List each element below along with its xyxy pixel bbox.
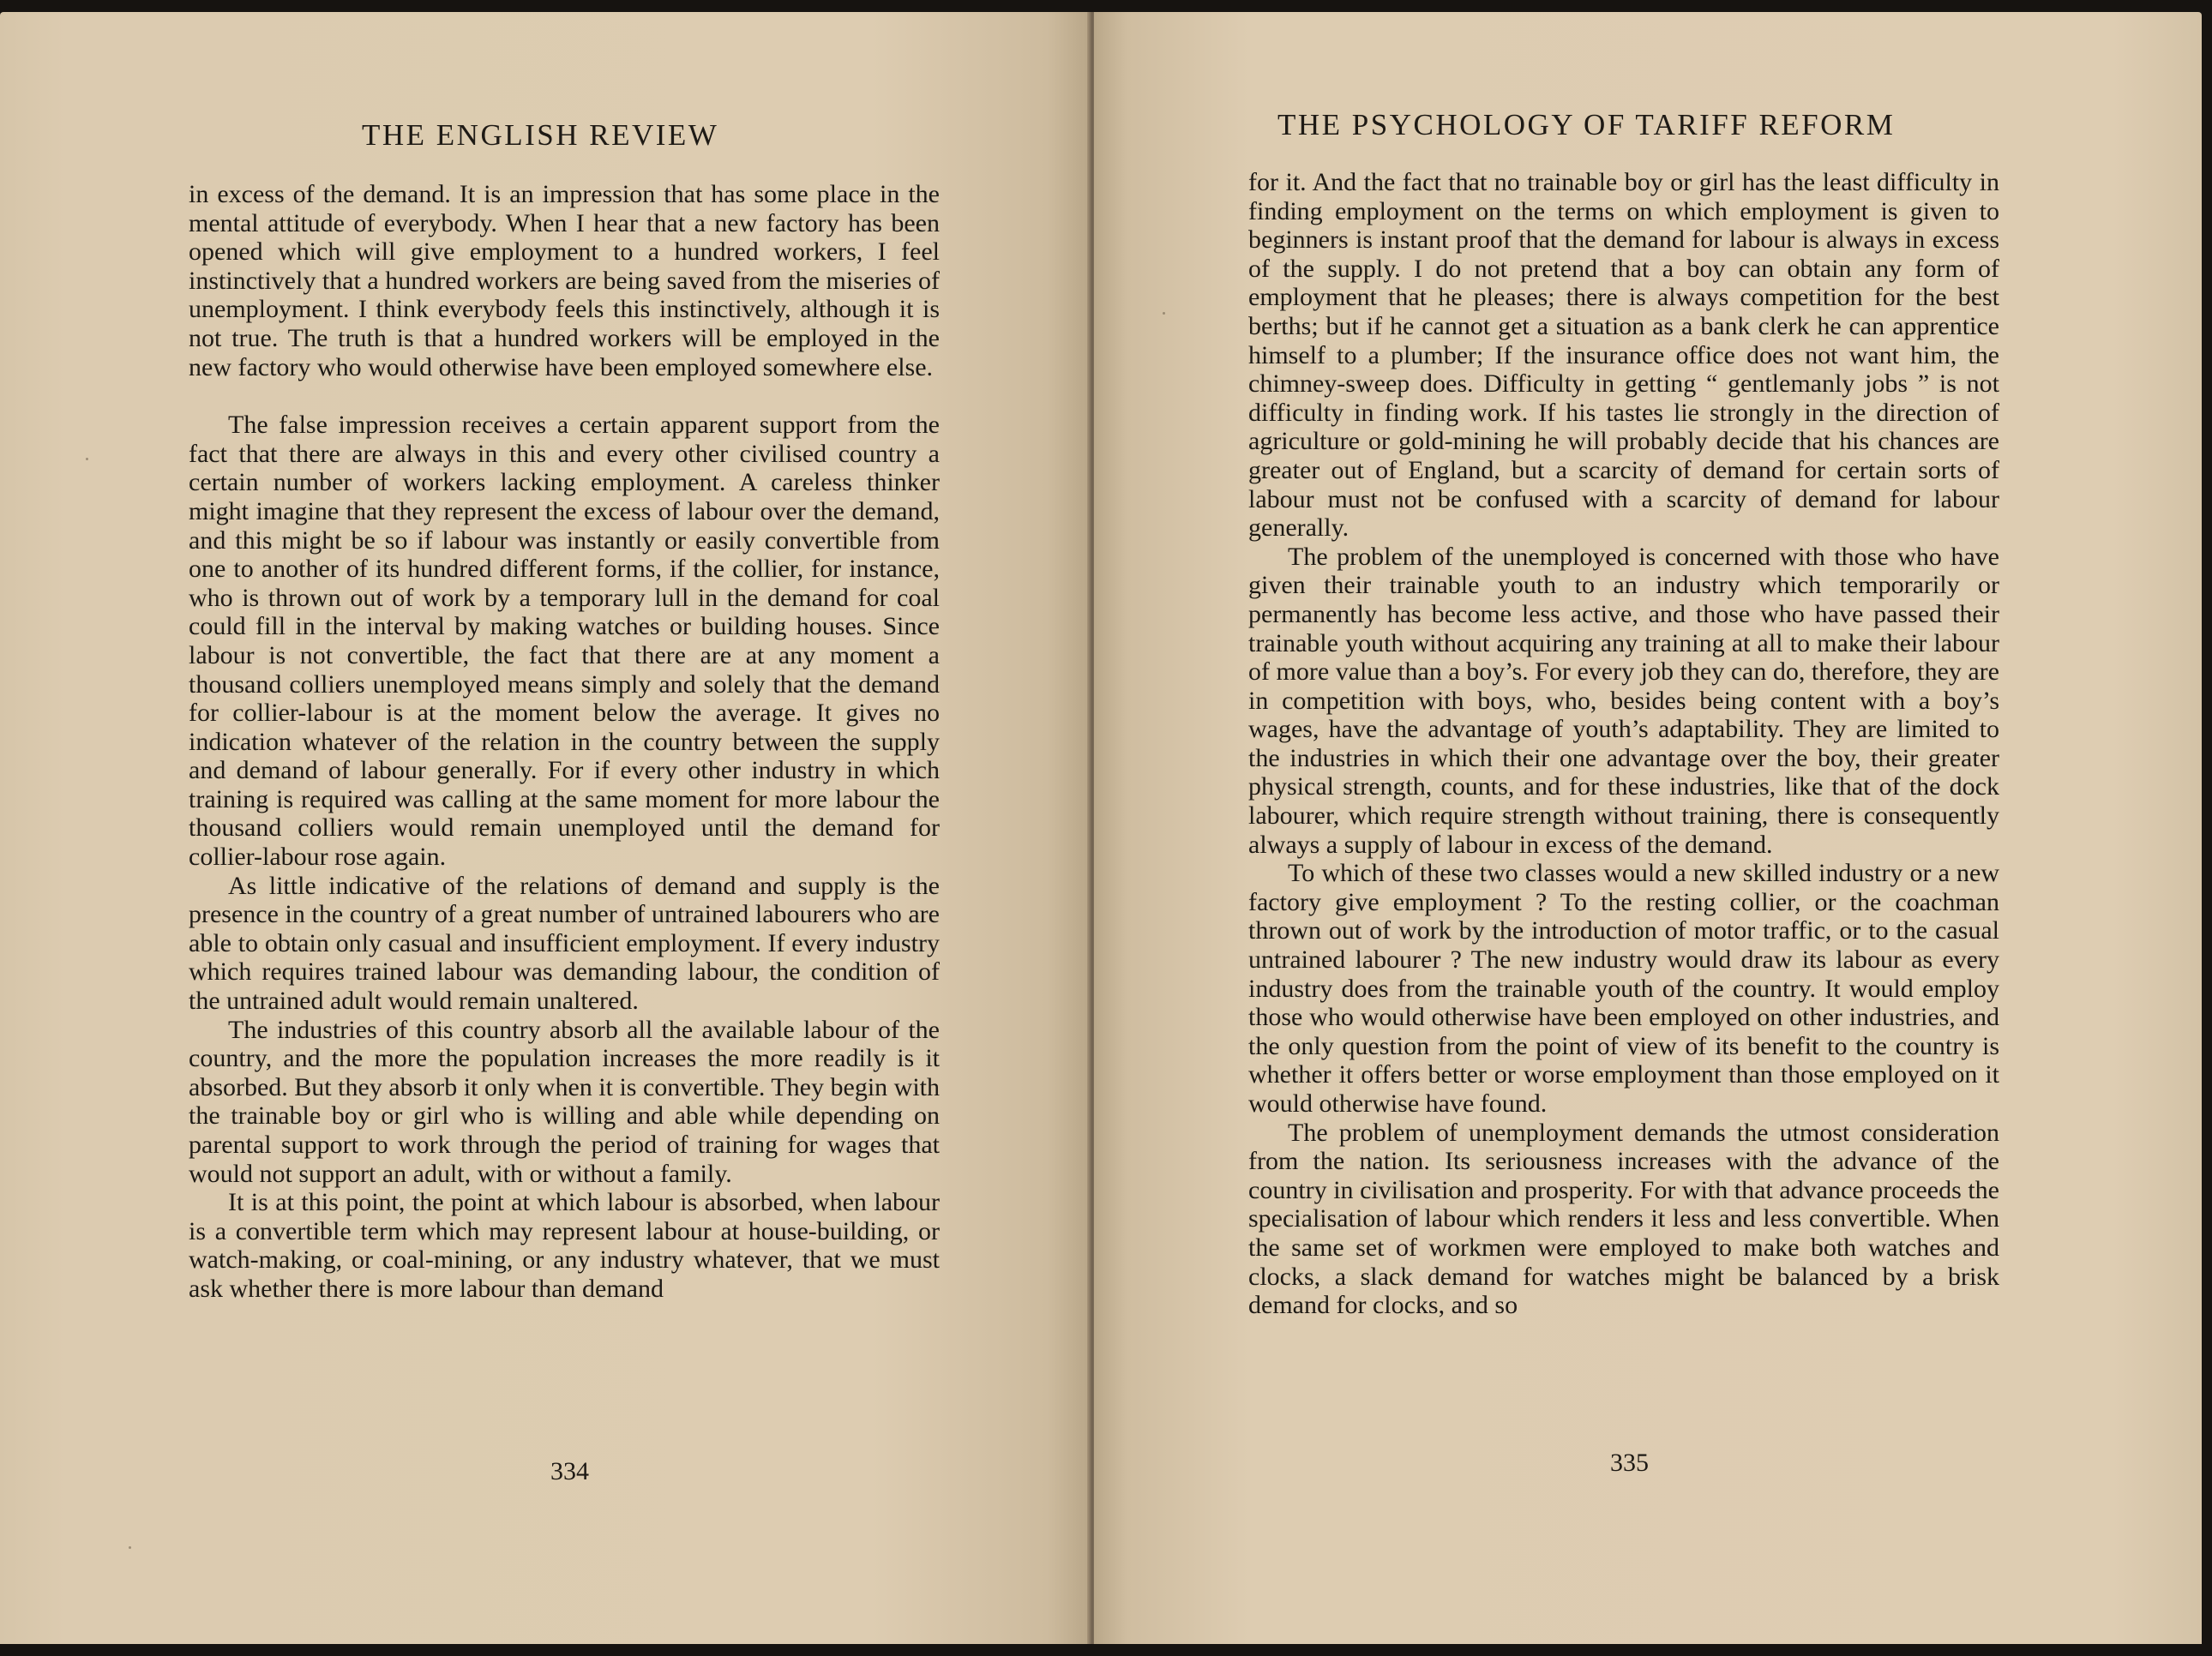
page-number-left: 334 [550, 1457, 589, 1485]
right-paragraph-3: To which of these two classes would a new skilled industry or a new factory give employment ? To the resting collier, or the coachman thrown out of work by the introduction of motor traffic, or to the casual untrained labourer ? The new industry would draw its labour as every industry does from the trainable youth of the country. It would employ those who would otherwise have been employed on other industries, and the only question from the point of view of its benefit to the country is whether it offers better or worse employment than those employed on it would otherwise have found. [1248, 859, 1999, 1118]
right-paragraph-4: The problem of unemployment demands the utmost consideration from the nation. Its seriousness increases with the advance of the country in civilisation and prosperity. For with that advance proceeds the specialisation of labour which renders it less and less convertible. When the same set of workmen were employed to make both watches and clocks, a slack demand for watches might be balanced by a brisk demand for clocks, and so [1248, 1118, 1999, 1320]
left-paragraph-3: As little indicative of the relations of demand and supply is the presence in the country of a great number of untrained labourers who are able to obtain only casual and insufficient employment. If every industry which requires trained labour was demanding labour, the condition of the untrained adult would remain unaltered. [189, 871, 940, 1016]
running-head-left: THE ENGLISH REVIEW [362, 118, 719, 152]
right-paragraph-1: for it. And the fact that no trainable boy or girl has the least difficulty in finding employment on the terms on which employment is given to beginners is instant proof that the demand for labour is always in excess of the supply. I do not pretend that a boy can obtain any form of employment that he pleases; there is always competition for the best berths; but if he cannot get a situation as a bank clerk he can apprentice himself to a plumber; If the insurance office does not want him, the chimney-sweep does. Difficulty in getting “ gentlemanly jobs ” is not difficulty in finding work. If his tastes lie strongly in the direction of agriculture or gold-mining he will probably decide that his chances are greater out of England, but a scarcity of demand for certain sorts of labour must not be confused with a scarcity of demand for labour generally. [1248, 168, 1999, 543]
right-page [1094, 12, 2202, 1644]
left-page [0, 12, 1091, 1644]
paper-speck [86, 458, 88, 460]
right-paragraph-2: The problem of the unemployed is concerned with those who have given their trainable youth to an industry which temporarily or permanently has become less active, and those who have passed their trainable youth without acquiring any training at all to make their labour of more value than a boy’s. For every job they can do, therefore, they are in competition with boys, who, besides being content with a boy’s wages, have the advantage of youth’s adaptability. They are limited to the industries in which their one advantage over the boy, their greater physical strength, counts, and for these industries, like that of the dock labourer, which require strength without training, there is consequently always a supply of labour in excess of the demand. [1248, 542, 1999, 859]
paper-speck [1163, 312, 1165, 315]
right-page-body [1248, 168, 1999, 1320]
left-page-body [189, 180, 940, 1304]
left-paragraph-5: It is at this point, the point at which labour is absorbed, when labour is a convertible term which may represent labour at house-building, or watch-making, or coal-mining, or any industry whatever, that we must ask whether there is more labour than demand [189, 1188, 940, 1303]
running-head-right: THE PSYCHOLOGY OF TARIFF REFORM [1277, 108, 1896, 141]
left-paragraph-4: The industries of this country absorb all the available labour of the country, and the more the population increases the more readily is it absorbed. But they absorb it only when it is convertible. They begin with the trainable boy or girl who is willing and able while depending on parental support to work through the period of training for wages that would not support an adult, with or without a family. [189, 1015, 940, 1188]
paper-speck [129, 1546, 131, 1549]
left-paragraph-2: The false impression receives a certain apparent support from the fact that there are always in this and every other civilised country a certain number of workers lacking employment. A careless thinker might imagine that they represent the excess of labour over the demand, and this might be so if labour was instantly or easily convertible from one to another of its hundred different forms, if the collier, for instance, who is thrown out of work by a temporary lull in the demand for coal could fill in the interval by making watches or building houses. Since labour is not convertible, the fact that there are at any moment a thousand colliers unemployed means simply and solely that the demand for collier-labour is at the moment below the average. It gives no indication whatever of the relation in the country between the supply and demand of labour generally. For if every other industry in which training is required was calling at the same moment for more labour the thousand colliers would remain unemployed until the demand for collier-labour rose again. [189, 411, 940, 872]
page-number-right: 335 [1610, 1449, 1649, 1477]
left-paragraph-1: in excess of the demand. It is an impression that has some place in the mental attitude of everybody. When I hear that a new factory has been opened which will give employment to a hundred workers, I feel instinctively that a hundred workers are being saved from the miseries of unemployment. I think everybody feels this instinctively, although it is not true. The truth is that a hundred workers will be employed in the new factory who would otherwise have been employed somewhere else. [189, 180, 940, 381]
